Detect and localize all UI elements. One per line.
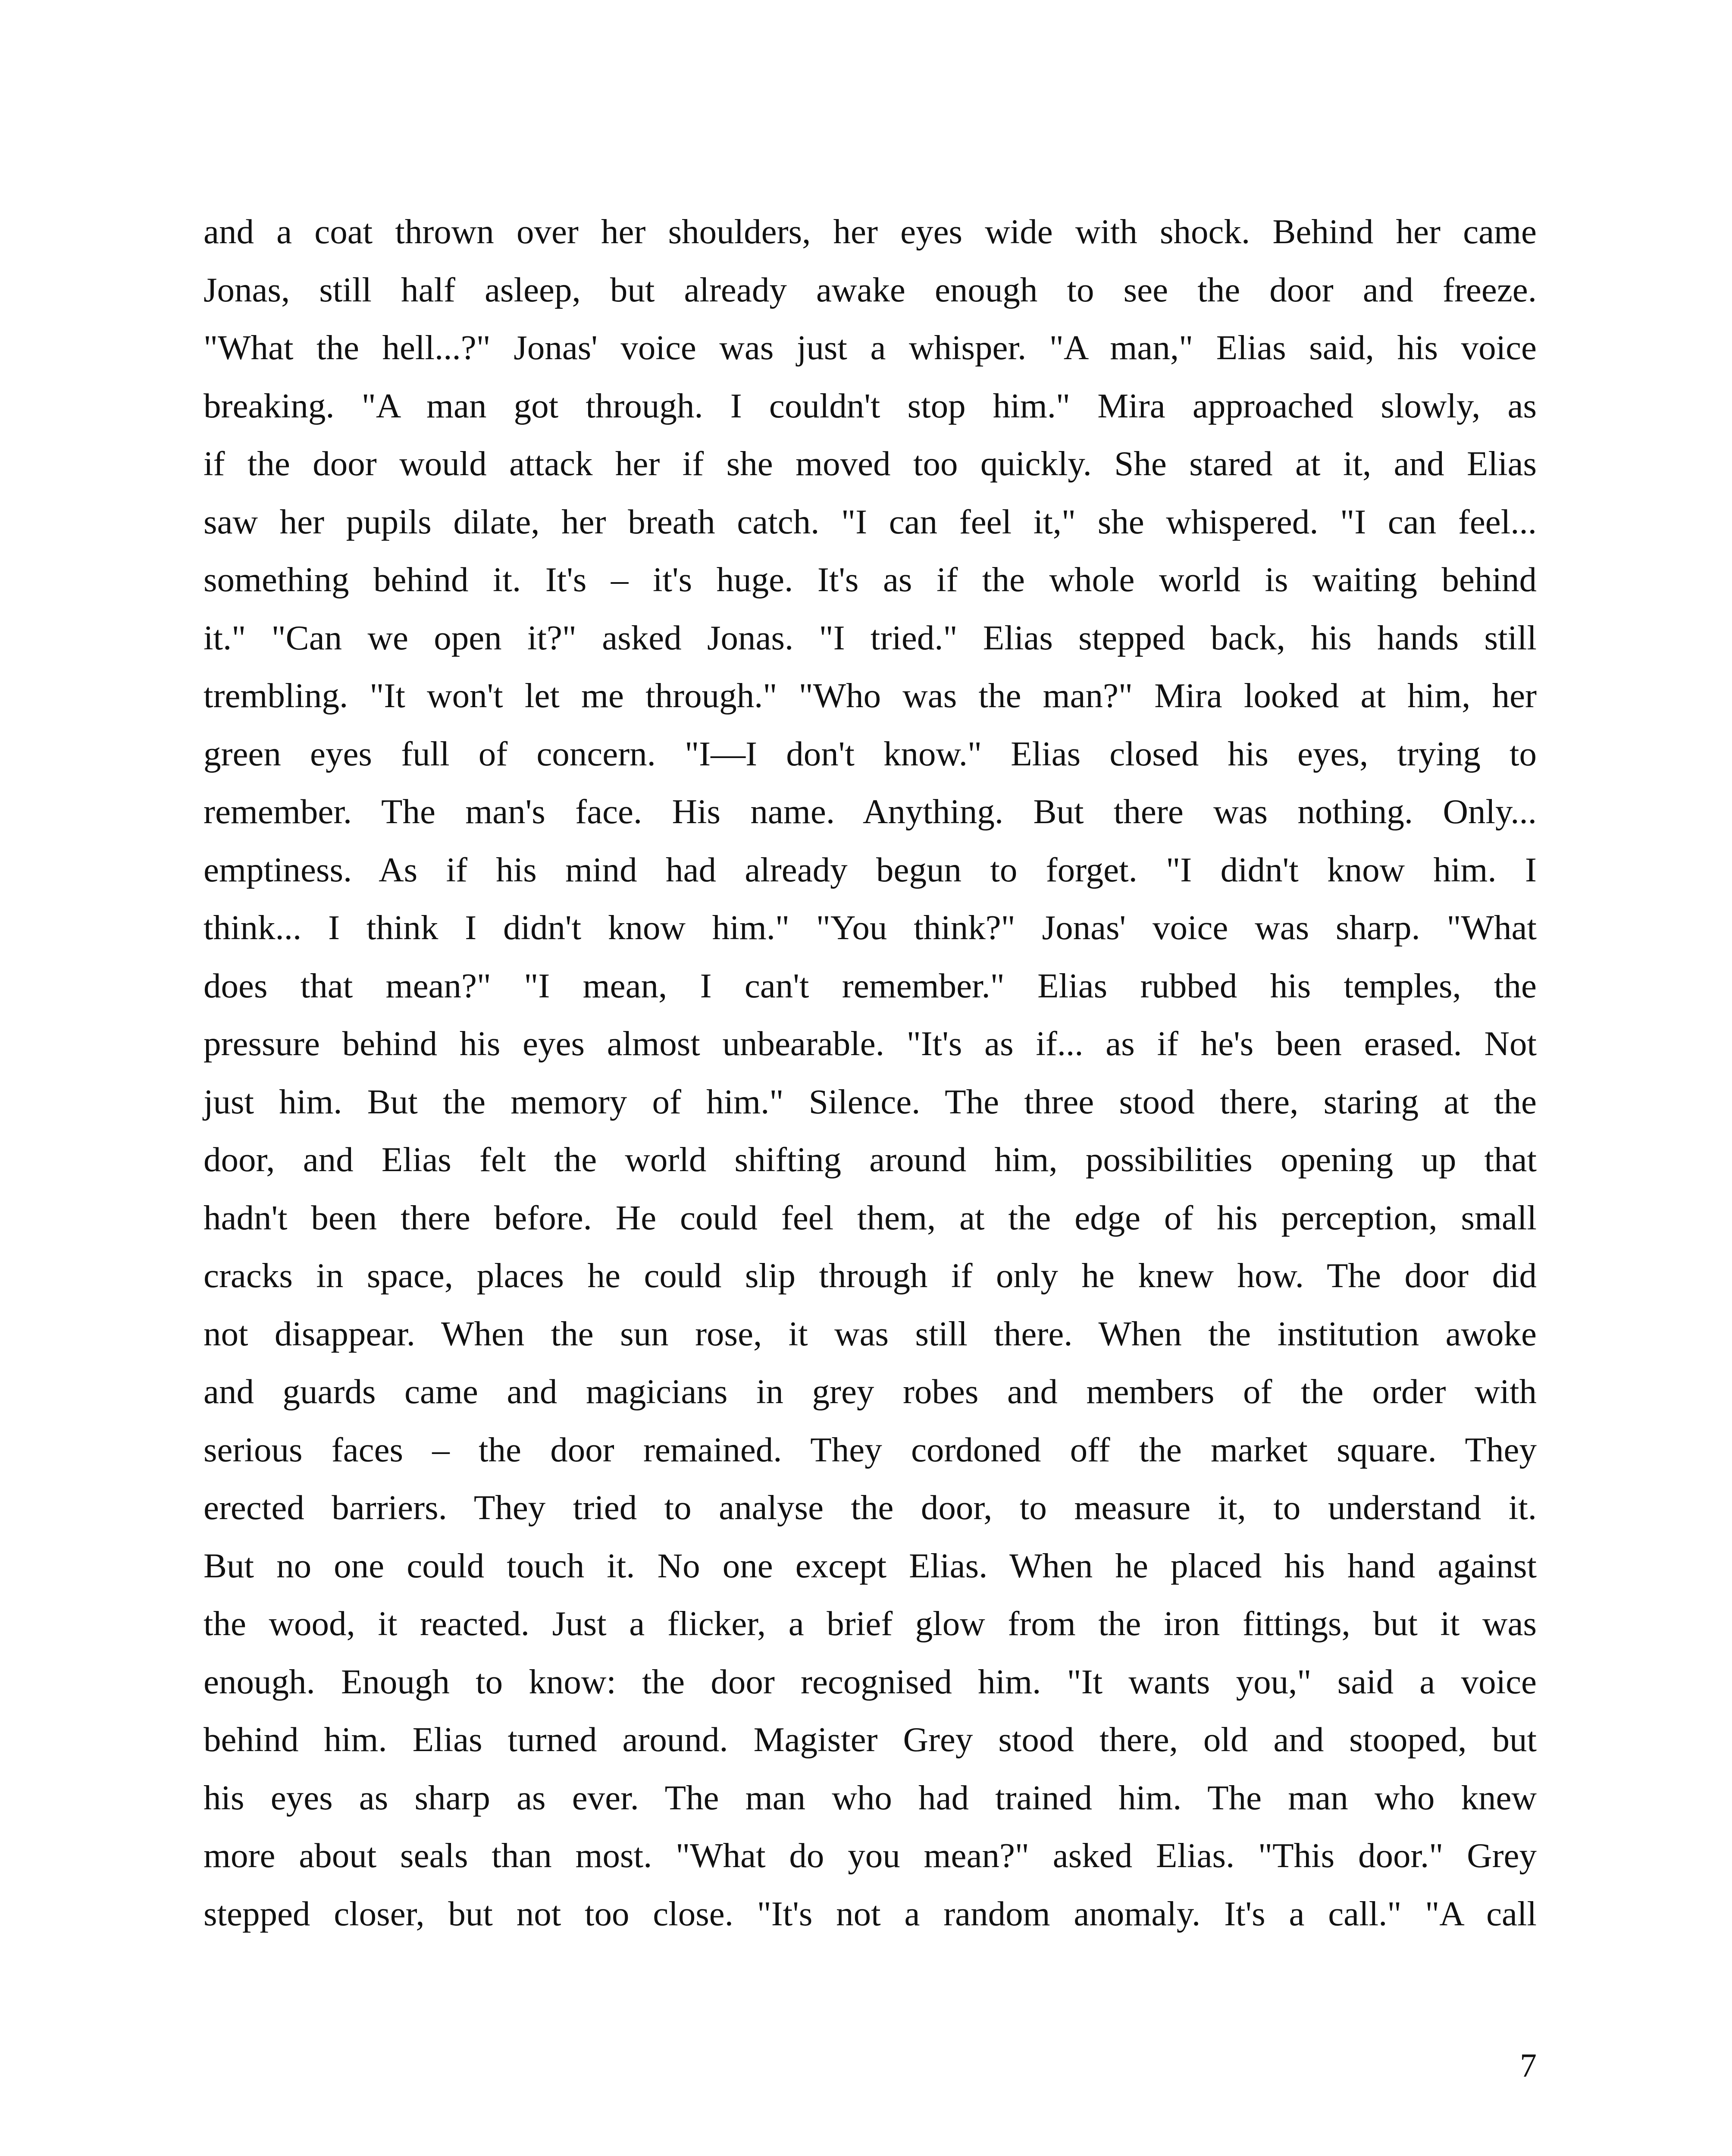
text-line: enough. Enough to know: the door recognised him. "It wants you," said a voice xyxy=(204,1662,1537,1701)
text-line: erected barriers. They tried to analyse the door, to measure it, to understand it. xyxy=(204,1488,1537,1527)
text-line: serious faces – the door remained. They cordoned off the market square. They xyxy=(204,1430,1537,1469)
text-line: Jonas, still half asleep, but already awake enough to see the door and freeze. xyxy=(204,270,1537,309)
text-line: it." "Can we open it?" asked Jonas. "I tried." Elias stepped back, his hands still xyxy=(204,618,1537,657)
text-line: does that mean?" "I mean, I can't remember." Elias rubbed his temples, the xyxy=(204,966,1537,1005)
text-line: saw her pupils dilate, her breath catch. "I can feel it," she whispered. "I can feel... xyxy=(204,502,1537,541)
text-line: remember. The man's face. His name. Anything. But there was nothing. Only... xyxy=(204,792,1537,831)
text-line: "What the hell...?" Jonas' voice was just a whisper. "A man," Elias said, his voice xyxy=(204,328,1537,367)
text-line: if the door would attack her if she moved too quickly. She stared at it, and Elias xyxy=(204,444,1537,483)
text-line: door, and Elias felt the world shifting around him, possibilities opening up that xyxy=(204,1140,1537,1179)
text-line: hadn't been there before. He could feel them, at the edge of his perception, small xyxy=(204,1198,1537,1237)
text-line: more about seals than most. "What do you mean?" asked Elias. "This door." Grey xyxy=(204,1836,1537,1875)
text-line: breaking. "A man got through. I couldn't stop him." Mira approached slowly, as xyxy=(204,386,1537,425)
text-line: But no one could touch it. No one except Elias. When he placed his hand against xyxy=(204,1546,1537,1585)
text-line: emptiness. As if his mind had already begun to forget. "I didn't know him. I xyxy=(204,850,1537,889)
text-line: cracks in space, places he could slip through if only he knew how. The door did xyxy=(204,1256,1537,1295)
page-number: 7 xyxy=(1520,2046,1537,2084)
text-line: just him. But the memory of him." Silence. The three stood there, staring at the xyxy=(204,1082,1537,1121)
text-line: behind him. Elias turned around. Magister Grey stood there, old and stooped, but xyxy=(204,1720,1537,1759)
text-line: his eyes as sharp as ever. The man who had trained him. The man who knew xyxy=(204,1778,1537,1817)
text-line: green eyes full of concern. "I—I don't know." Elias closed his eyes, trying to xyxy=(204,734,1537,773)
body-text xyxy=(204,203,1537,1943)
text-line: and a coat thrown over her shoulders, her eyes wide with shock. Behind her came xyxy=(204,212,1537,251)
text-line: trembling. "It won't let me through." "Who was the man?" Mira looked at him, her xyxy=(204,676,1537,715)
text-line: something behind it. It's – it's huge. It's as if the whole world is waiting behind xyxy=(204,560,1537,599)
text-line: not disappear. When the sun rose, it was still there. When the institution awoke xyxy=(204,1314,1537,1353)
text-line: pressure behind his eyes almost unbearable. "It's as if... as if he's been erased. Not xyxy=(204,1024,1537,1063)
text-line: and guards came and magicians in grey robes and members of the order with xyxy=(204,1372,1537,1411)
text-line: stepped closer, but not too close. "It's not a random anomaly. It's a call." "A call xyxy=(204,1894,1537,1933)
text-line: think... I think I didn't know him." "You think?" Jonas' voice was sharp. "What xyxy=(204,908,1537,947)
text-line: the wood, it reacted. Just a flicker, a brief glow from the iron fittings, but it was xyxy=(204,1604,1537,1643)
